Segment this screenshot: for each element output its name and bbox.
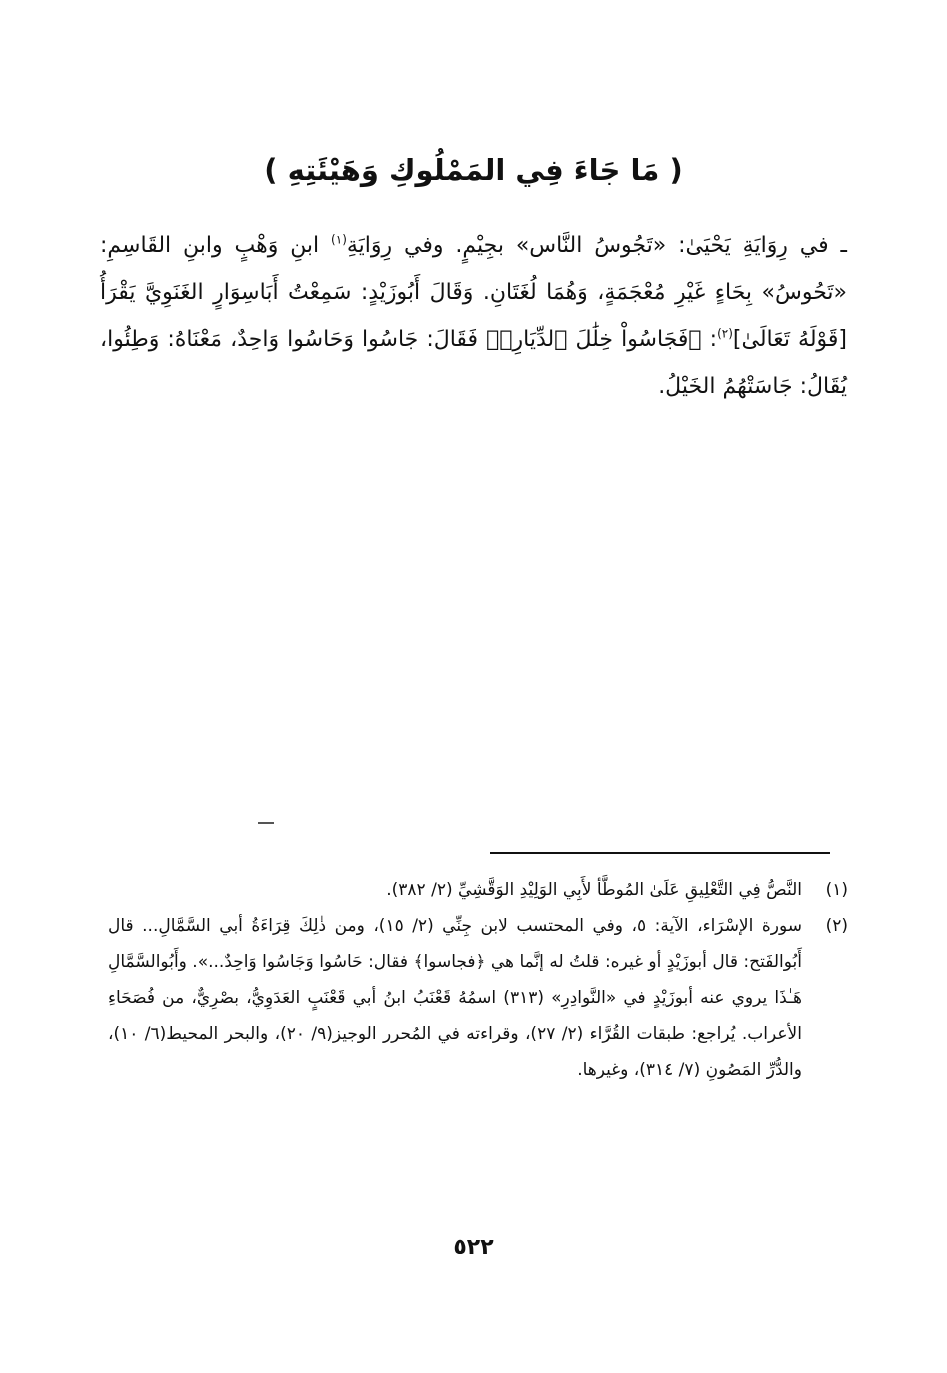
paragraph-lead: ـ في رِوَايَةِ يَحْيَىٰ: «تَجُوسُ النَّاس» بجِيْمٍ. وفي رِوَايَةِ <box>346 233 847 258</box>
stray-mark <box>258 822 274 824</box>
footnote-number: (٢) <box>825 916 848 936</box>
footnote-text: النَّصُّ فِي التَّعْلِيقِ عَلَىٰ المُوطَّأ لأَبِي الوَلِيْدِ الوَقَّشِيِّ (٢/ ٣٨٢). <box>386 880 802 900</box>
paragraph <box>100 222 847 410</box>
footnote-ref-2: (٢) <box>717 326 733 341</box>
footnotes <box>108 872 848 1088</box>
paragraph-tail: : ﴿فَجَاسُواْ خِلَٰلَ ٱلدِّيَارِۚ﴾ فَقَالَ: جَاسُوا وَحَاسُوا وَاحِدٌ، مَعْنَاهُ: وَطِئُوا، يُقَالُ: جَاسَتْهُمُ الخَيْلُ. <box>100 327 847 399</box>
footnote-ref-1: (١) <box>331 232 347 247</box>
main-paragraph <box>100 222 847 410</box>
footnote-number: (١) <box>825 880 848 900</box>
section-heading: ( مَا جَاءَ فِي المَمْلُوكِ وَهَيْئَتِهِ ) <box>264 153 683 187</box>
footnote-text: سورة الإسْرَاء، الآية: ٥، وفي المحتسب لابن جِنِّي (٢/ ١٥)، ومن ذٰلِكَ قِرَاءَةُ أبي السَّمَّالِ... قال أَبُوالفَتح: قال أبوزَيْدٍ أو غيره: قلتُ له إنَّما هي ﴿فجاسوا﴾ فقال: حَاسُوا وَجَاسُوا وَاحِدٌ...». وأَبُوالسَّمَّالِ هَـٰذَا يروي عنه أبوزَيْدٍ في «النَّوادِرِ» (٣١٣) اسمُهُ قَعْنَبُ ابنُ أبي قَعْنَبٍ العَدَوِيُّ، بصْرِيٌّ، من فُصَحَاءِ الأعراب. يُراجع: طبقات القُرَّاء (٢/ ٢٧)، وقراءته في المُحرر الوجيز(٩/ ٢٠)، والبحر المحيط(٦/ ١٠)، والدُّرِّ المَصُونِ (٧/ ٣١٤)، وغيرها. <box>108 916 802 1080</box>
footnote-1 <box>108 872 848 908</box>
page-number: ٥٢٢ <box>453 1235 494 1260</box>
footnote-separator <box>490 852 830 854</box>
paragraph-middle: ابنِ وَهْبٍ وابنِ القَاسِمِ: «تَحُوسُ» بِحَاءٍ غَيْرِ مُعْجَمَةٍ، وَهُمَا لُغَتَانِ. وَقَالَ أَبُوزَيْدٍ: سَمِعْتُ أَبَاسِوَارٍ الغَنَوِيَّ يَقْرَأُ [قَوْلَهُ تَعَالَىٰ] <box>100 233 847 352</box>
footnote-2 <box>108 908 848 1088</box>
